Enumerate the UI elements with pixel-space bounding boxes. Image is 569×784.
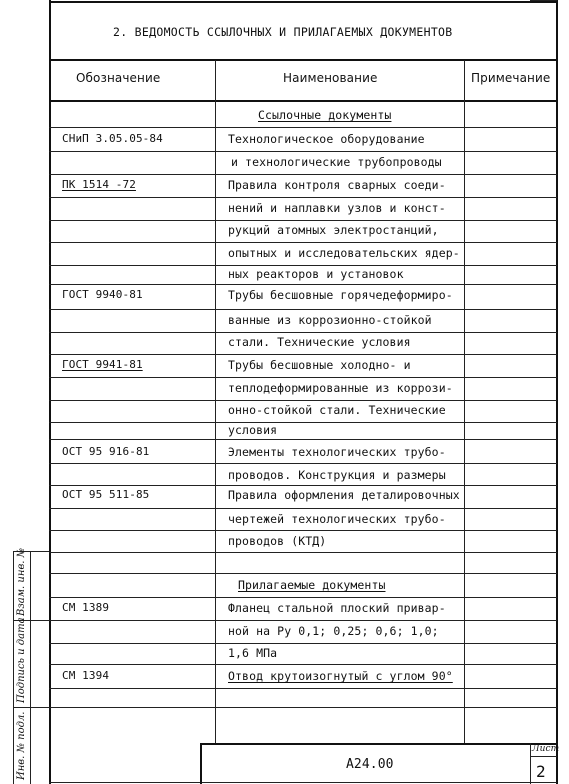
side-label-sign-date: Подпись и дата xyxy=(16,617,27,703)
name-line: теплодеформированные из коррози- xyxy=(228,381,453,395)
name-line: и технологические трубопроводы xyxy=(231,155,442,169)
doc-code-pk: ПК 1514 -72 xyxy=(62,178,136,191)
row-line xyxy=(49,354,557,355)
row-line xyxy=(49,265,557,266)
top-corner-stroke xyxy=(530,0,557,1)
name-line: опытных и исследовательских ядер- xyxy=(228,246,460,260)
name-line: Отвод крутоизогнутый с углом 90° xyxy=(228,669,453,683)
side-strip-inner-line xyxy=(30,551,31,784)
doc-code-snip: СНиП 3.05.05-84 xyxy=(62,132,163,145)
name-line: Трубы бесшовные холодно- и xyxy=(228,358,411,372)
doc-code-gost-9940: ГОСТ 9940-81 xyxy=(62,288,143,301)
section-attached-heading: Прилагаемые документы xyxy=(238,578,386,592)
name-line: Правила оформления деталировочных xyxy=(228,488,460,502)
frame-top-border xyxy=(49,1,557,3)
row-line xyxy=(49,197,557,198)
row-line xyxy=(49,573,557,574)
row-line xyxy=(49,597,557,598)
stamp-top-line xyxy=(200,743,557,745)
name-line: чертежей технологических трубо- xyxy=(228,512,446,526)
row-line xyxy=(49,220,557,221)
row-line xyxy=(49,422,557,423)
row-line xyxy=(49,174,557,175)
name-line: Технологическое оборудование xyxy=(228,132,425,146)
name-line: Правила контроля сварных соеди- xyxy=(228,178,446,192)
title-bottom-line xyxy=(49,59,557,61)
frame-left-border xyxy=(49,0,51,784)
stamp-sheet-label-line xyxy=(530,756,557,757)
doc-code-ost-916: ОСТ 95 916-81 xyxy=(62,445,150,458)
row-line xyxy=(49,439,557,440)
side-label-replace-inv: Взам. инв. № xyxy=(16,547,27,616)
row-line xyxy=(49,284,557,285)
page-title: 2. ВЕДОМОСТЬ ССЫЛОЧНЫХ И ПРИЛАГАЕМЫХ ДОКУМЕНТОВ xyxy=(113,25,453,39)
doc-code-gost-9941: ГОСТ 9941-81 xyxy=(62,358,143,371)
stamp-sheet-number: 2 xyxy=(536,762,546,781)
row-line xyxy=(49,127,557,128)
row-line xyxy=(49,485,557,486)
doc-code-ost-511: ОСТ 95 511-85 xyxy=(62,488,150,501)
stamp-bottom-line xyxy=(49,782,557,783)
name-line: стали. Технические условия xyxy=(228,335,411,349)
row-line xyxy=(49,309,557,310)
name-line: ванные из коррозионно-стойкой xyxy=(228,313,432,327)
row-line xyxy=(49,688,557,689)
row-line xyxy=(49,508,557,509)
row-line xyxy=(49,552,557,553)
row-line xyxy=(49,643,557,644)
row-line xyxy=(49,400,557,401)
name-line: Фланец стальной плоский привар- xyxy=(228,601,446,615)
row-line xyxy=(49,332,557,333)
name-line: условия xyxy=(228,423,278,437)
row-line xyxy=(49,242,557,243)
side-label-inv-no: Инв. № подл. xyxy=(16,711,27,780)
row-line xyxy=(49,530,557,531)
header-name: Наименование xyxy=(283,71,378,85)
column-divider-2 xyxy=(464,60,465,743)
stamp-doc-code: А24.00 xyxy=(346,757,394,772)
stamp-sheet-label: Лист xyxy=(532,744,560,754)
stamp-sheet-divider xyxy=(530,743,531,784)
name-line: рукций атомных электростанций, xyxy=(228,223,439,237)
name-line: 1,6 МПа xyxy=(228,646,278,660)
doc-code-sm-1389: СМ 1389 xyxy=(62,601,110,614)
name-line: Элементы технологических трубо- xyxy=(228,445,446,459)
row-line xyxy=(49,620,557,621)
side-strip-outer-line xyxy=(13,551,14,784)
header-designation: Обозначение xyxy=(76,71,161,85)
row-line xyxy=(49,707,557,708)
header-note: Примечание xyxy=(471,71,551,85)
row-line xyxy=(49,664,557,665)
name-line: проводов. Конструкция и размеры xyxy=(228,468,446,482)
frame-right-border xyxy=(556,0,558,784)
row-line xyxy=(49,151,557,152)
name-line: нений и наплавки узлов и конст- xyxy=(228,201,446,215)
header-bottom-line xyxy=(49,100,557,102)
side-strip-divider xyxy=(13,707,49,708)
row-line xyxy=(49,463,557,464)
name-line: Трубы бесшовные горячедеформиро- xyxy=(228,288,453,302)
row-line xyxy=(49,377,557,378)
doc-code-sm-1394: СМ 1394 xyxy=(62,669,110,682)
name-line: онно-стойкой стали. Технические xyxy=(228,403,446,417)
section-reference-heading: Ссылочные документы xyxy=(258,108,392,122)
name-line: ной на Ру 0,1; 0,25; 0,6; 1,0; xyxy=(228,624,439,638)
name-line: проводов (КТД) xyxy=(228,534,327,548)
stamp-left-line xyxy=(200,743,202,784)
column-divider-1 xyxy=(215,60,216,743)
name-line: ных реакторов и установок xyxy=(228,267,404,281)
